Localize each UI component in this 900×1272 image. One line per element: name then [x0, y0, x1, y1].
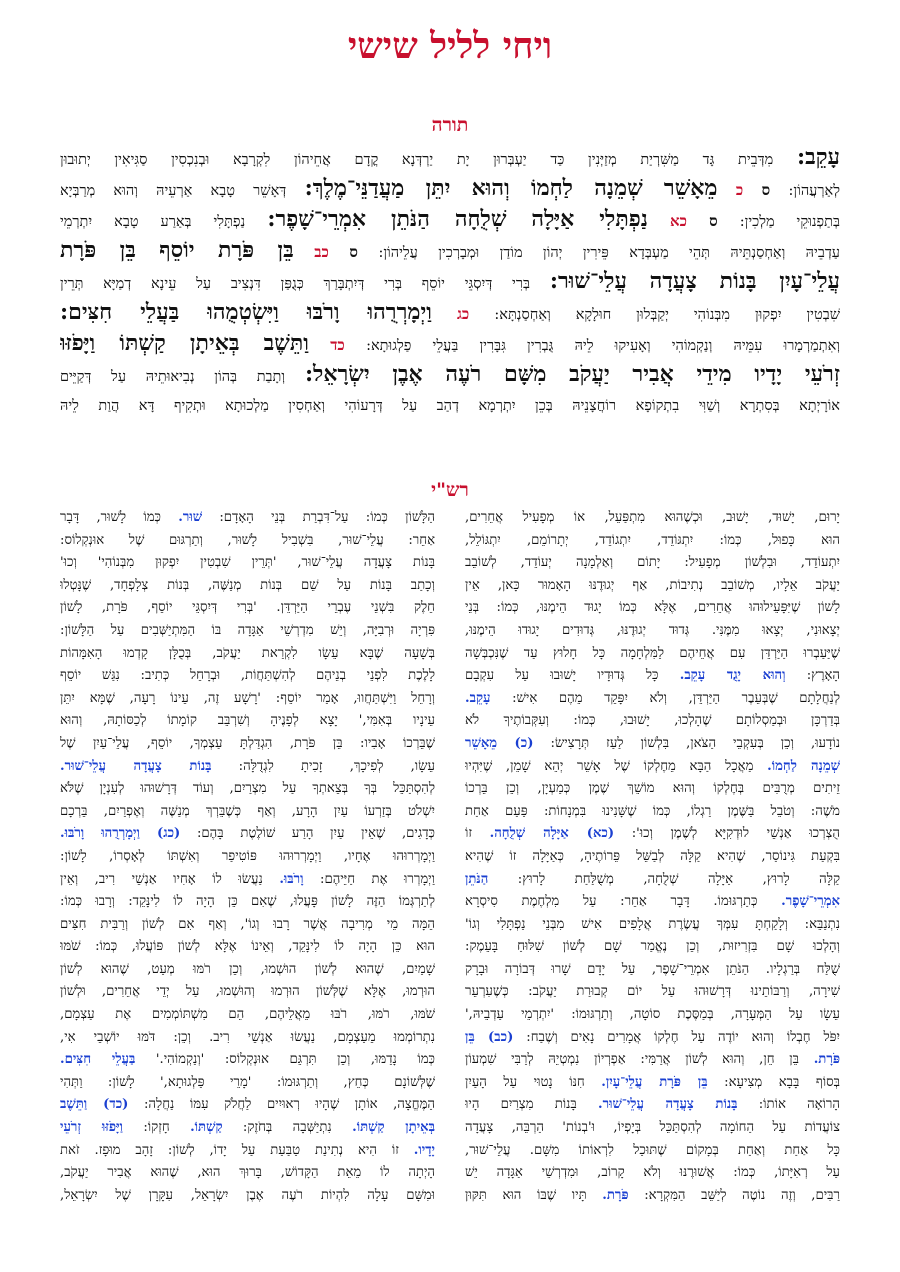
rashi-text: שֶׁלְּשׁוֹנָם כְּחֵץ, וְתַרְגּוּמוֹ: 'מָרֵי פַּלְגוּתָא,' לָשׁוֹן: וַתְּהִי — [60, 1074, 435, 1090]
verse-number: כב — [314, 243, 329, 261]
targum-text: אוֹרָיְתָא בְּסִתְרָא וְשַׁוִּי בִתְקוֹפָא רוֹחֲצָנֵיהּ בְּכֵן יִתְרְמָא דְהַב עַל דְּרָעוֹהִי וְאַחְסִין מַלְכוּתָא וּתְקִיף דָּא הֲוַת לֵיהּ — [60, 398, 840, 414]
rashi-line — [60, 1140, 435, 1163]
dibur-hamatchil: אִמְרֵי־שָׁפֶר. — [781, 894, 840, 910]
rashi-line — [60, 1049, 435, 1072]
rashi-line — [60, 597, 435, 620]
rashi-line — [60, 552, 435, 575]
rashi-line — [465, 914, 840, 937]
rashi-text: צוֹעֲדוֹת עַל הַחוֹמָה לְהִסְתַּכֵּל בְּיָפְיוֹ, וּ'בְנוֹת' הַרְבֵּה, צָעֲדָה — [465, 1120, 840, 1136]
verse-number: כג — [456, 305, 470, 323]
rashi-line — [465, 1140, 840, 1163]
rashi-line — [465, 1027, 840, 1050]
rashi-line — [60, 575, 435, 598]
rashi-text: הַמֶּחֱצָה, אוֹתָן שֶׁהָיוּ רְאוּיִים לַחֲלֹק עִמּוֹ נַחֲלָה: — [128, 1097, 435, 1113]
dibur-hamatchil: שׁוּר. — [178, 510, 203, 525]
rashi-text: נִתְרוֹמְמוּ מֵעַצְמָם, נַעֲשׂוּ אַנְשֵׁי רִיב. וְכֵן: דֹּמּוּ יוֹשְׁבֵי אִי, — [60, 1029, 435, 1045]
rashi-text: עֵשָׂו, לְפִיכָךְ, זָכִיתָ לִגְדֻלָּה: — [211, 758, 435, 774]
rashi-text: לְהִסְתַּכֵּל בְּךָ בְּצֵאתְךָ עַל מִצְרַיִם, וְעוֹד דְּרָשׁוּהוּ לְעִנְיָן שֶׁלֹּא — [60, 781, 435, 797]
rashi-text: פִּרְיָה וּרְבִיָּה, וְיֵשׁ מִדְרְשֵׁי אַגָּדָה בּוֹ הַמִּתְיַשְּׁבִים עַל הַלָּשׁוֹן: — [60, 622, 435, 638]
rashi-text: כְּמוֹ נָדַמּוּ, וְכֵן תִּרְגֵּם אוּנְקְלוֹס: 'וְנַקְמוֹהִי.' — [135, 1052, 435, 1068]
rashi-line — [465, 733, 840, 756]
rashi-text: הֻצְרְכוּ אַנְשֵׁי לוּדְקִיָּא לְשֶׁמֶן וְכוּ': — [614, 826, 840, 842]
rashi-line — [465, 710, 840, 733]
rashi-text: עֵשָׂו עַל הַמְּעָרָה, בְּמַסֶּכֶת סוֹטָה, וְתַרְגּוּמוֹ: 'יִתְרְמֵי עַדְבֵיהּ,' — [465, 1007, 840, 1023]
rashi-text: יְצָאוּנִי, יְצָאוּ מִמֶּנִּי. גְּדוּד יְגוּדֶנּוּ, גְּדוּדִים יָגוּדוּ הֵימֶנּוּ, — [465, 622, 840, 638]
rashi-line — [465, 778, 840, 801]
rashi-text: בִּקְעַת גִּינוֹסַר, שֶׁהִיא קַלָּה לְבַשֵּׁל פֵּרוֹתֶיהָ, כְּאַיָּלָה זוֹ שֶׁהִיא — [465, 848, 840, 864]
dibur-hamatchil: יָדָיו. — [413, 1142, 435, 1158]
rashi-line — [465, 1072, 840, 1095]
rashi-line — [465, 1094, 840, 1117]
rashi-text: וַיְמָרְרוּהוּ אֶחָיו, וַיְמָרְרוּהוּ פּוֹטִיפַר וְאִשְׁתּוֹ לְאָסְרוֹ, לָשׁוֹן: — [60, 848, 435, 864]
verse-number: כ — [735, 181, 744, 199]
page-title: ויחי לליל שישי — [347, 25, 553, 67]
rashi-line — [60, 688, 435, 711]
verse-text: זְרֹעֵי יָדָיו מִידֵי אֲבִיר יַעֲקֹב מִשָּׁם רֹעֶה אֶבֶן יִשְׂרָאֵל: — [304, 361, 840, 387]
rashi-line — [465, 575, 840, 598]
verse-text: עֲלֵי־עָיִן בָּנוֹת צָעֲדָה עֲלֵי־שׁוּר: — [549, 268, 840, 294]
rashi-text: תָּיו שֶׁבּוֹ הוּא תִּקּוּן — [465, 1187, 603, 1203]
torah-line — [60, 204, 840, 235]
dibur-hamatchil: פֹּרָת. — [813, 1052, 840, 1068]
rashi-line — [60, 801, 435, 824]
torah-section-title: תורה — [431, 114, 469, 136]
dibur-hamatchil: (כג) וַיְמָרְרֻהוּ וָרֹבּוּ. — [60, 826, 181, 842]
rashi-text: בֵּן חֵן, וְהוּא לְשׁוֹן אֲרַמִּי: אַפְרְיוֹן נִמְטְיֵהּ לְרַבִּי שִׁמְעוֹן — [465, 1052, 814, 1068]
rashi-text: עֵינָיו בְּאִמִּי,' יָצָא לְפָנֶיהָ וְשִׁרְבֵּב קוֹמָתוֹ לְכַסּוֹתָהּ, וְהוּא — [60, 713, 435, 729]
verse-text: וַתֵּשֶׁב בְּאֵיתָן קַשְׁתּוֹ וַיָּפֹזּוּ — [60, 330, 309, 356]
rashi-text: מַאֲכָל הַבָּא מֵחֶלְקוֹ שֶׁל אָשֵׁר יְהֵא שָׁמֵן, שֶׁיִּהְיוּ — [465, 758, 768, 774]
parasha-marker: ס — [349, 243, 358, 261]
rashi-line — [465, 1117, 840, 1140]
rashi-line — [465, 1185, 840, 1208]
rashi-line — [60, 869, 435, 892]
dibur-hamatchil: (כד) וַתֵּשֶׁב — [60, 1097, 129, 1113]
verse-number: כד — [330, 336, 345, 354]
rashi-line — [465, 756, 840, 779]
dibur-hamatchil: קַשְׁתּוֹ. — [190, 1120, 223, 1136]
rashi-line — [60, 846, 435, 869]
rashi-line — [465, 823, 840, 846]
rashi-line — [60, 959, 435, 982]
targum-text: דְּאָשֵׁר טָבָא אַרְעֵיהּ וְהוּא מְרַבְּיָא — [60, 183, 287, 199]
rashi-text: בְּשָׁעָה שֶׁבָּא עֵשָׂו לִקְרַאת יַעֲקֹב, בְּכֻלָּן קָדְמוּ הָאִמָּהוֹת — [60, 645, 435, 661]
torah-line — [60, 328, 840, 359]
rashi-line — [60, 1004, 435, 1027]
rashi-line — [60, 891, 435, 914]
rashi-line — [60, 1072, 435, 1095]
rashi-line — [60, 1094, 435, 1117]
targum-text: לְאַרְעֲהוֹן: — [788, 183, 840, 199]
rashi-text: שָׁמַיִם, שֶׁהוּא לְשׁוֹן הוּשְׁמוּ, וְכֵן רֹמּוּ מְעַט, שֶׁהוּא לְשׁוֹן — [60, 961, 435, 977]
rashi-text: נַעֲשׂוּ לוֹ אָחִיו אַנְשֵׁי רִיב, וְאֵין — [60, 871, 280, 887]
rashi-text: שִׁירָה, וְרַבּוֹתֵינוּ דְּרָשׁוּהוּ עַל יוֹם קְבוּרַת יַעֲקֹב: כְּשֶׁעִרְעֵר — [465, 984, 840, 1000]
rashi-text: יָרוּם, יָשׁוּד, יָשׁוּב, וּכְשֶׁהוּא מִתְפַּעֵל, אוֹ מְפָעִיל אֲחֵרִים, — [465, 510, 840, 525]
rashi-text: בְּדַרְכָּן וּבְמַסְלוֹתָם שֶׁהָלְכוּ, יָשׁוּבוּ, כְּמוֹ: וְעִקְּבוֹתֶיךָ לֹא — [465, 713, 840, 729]
rashi-line — [465, 981, 840, 1004]
rashi-text: שֶׁיַּעַבְרוּ הַיַּרְדֵּן עִם אֲחֵיהֶם לַמִּלְחָמָה כָּל חָלוּץ עַד שֶׁנִּכְבְּשָׁה — [465, 645, 840, 661]
dibur-hamatchil: (כב) בֵּן — [465, 1029, 514, 1045]
rashi-text: נִתְיַשְּׁבָה בְּחֹזֶק: — [222, 1120, 353, 1136]
rashi-text: נִתְנַבֵּא: וְלָקַחְתָּ עִמְּךָ עֲשֶׂרֶת אֲלָפִים אִישׁ מִבְּנֵי נַפְתָּלִי וְגוֹ' — [465, 916, 840, 932]
rashi-line — [60, 620, 435, 643]
rashi-line — [465, 552, 840, 575]
verse-text: נַפְתָּלִי אַיָּלָה שְׁלֻחָה הַנֹּתֵן אִמְרֵי־שָׁפֶר: — [267, 206, 648, 232]
rashi-text: כָּל גְּדוּדָיו יָשׁוּבוּ עַל עִקְבָם — [465, 668, 680, 684]
rashi-text: לָלֶכֶת לִפְנֵי בְנֵיהֶם לְהִשְׁתַּחֲוֹת, וּבְרָחֵל כְּתִיב: נִגַּשׁ יוֹסֵף — [60, 668, 435, 684]
rashi-line — [60, 823, 435, 846]
rashi-text: יַעֲקֹב אֵלָיו, מְשׁוֹבֵב נְתִיבוֹת, אַף יְגוּדֶנּוּ הָאָמוּר כָּאן, אֵין — [465, 577, 840, 593]
rashi-text: זֵיתִים מְרֻבִּים בְּחֶלְקוֹ וְהוּא מוֹשֵׁךְ שֶׁמֶן כְּמַעְיָן, וְכֵן בֵּרְכוֹ — [465, 781, 840, 797]
rashi-text: יִשְׁלֹט בְּזַרְעוֹ עַיִן הָרָע, וְאַף כְּשֶׁבֵּרְךְ מְנַשֶּׁה וְאֶפְרַיִם, בֵּרְכָם — [60, 803, 435, 819]
rashi-line — [465, 1162, 840, 1185]
dibur-hamatchil: פֹּרָת. — [602, 1187, 629, 1203]
rashi-line — [60, 710, 435, 733]
torah-line — [60, 266, 840, 297]
rashi-text: הָאָרֶץ: — [785, 668, 840, 684]
rashi-line — [465, 620, 840, 643]
targum-text: בְּתַפְנוּקֵי מַלְכִין: — [739, 214, 840, 230]
rashi-line — [465, 507, 840, 530]
rashi-text: כְּתַרְגּוּמוֹ. דָּבָר אַחֵר: עַל מִלְחֶמֶת סִיסְרָא — [465, 894, 782, 910]
verse-text: מֵאָשֵׁר שְׁמֵנָה לַחְמוֹ וְהוּא יִתֵּן מַעֲדַנֵּי־מֶלֶךְ: — [304, 175, 718, 201]
rashi-line — [60, 936, 435, 959]
torah-line — [60, 359, 840, 390]
rashi-text: בָּנוֹת מִצְרַיִם הָיוּ — [465, 1097, 598, 1113]
rashi-text: וְרָחֵל וַיִּשְׁתַּחֲווּ, אָמַר יוֹסֵף: 'רָשָׁע זֶה, עֵינוֹ רָעָה, שֶׁמָּא יִתֵּן — [60, 690, 435, 706]
rashi-text: כָּל אַחַת וְאַחַת בְּמָקוֹם שֶׁתּוּכַל לִרְאוֹתוֹ מִשָּׁם. עֲלֵי־שׁוּר, — [465, 1142, 840, 1158]
rashi-line — [465, 643, 840, 666]
torah-line — [60, 173, 840, 204]
rashi-text: אַחֵר: עֲלֵי־שׁוּר, בִּשְׁבִיל לָשׁוּר, וְתַרְגּוּם שֶׁל אוּנְקְלוֹס: — [60, 532, 435, 548]
rashi-line — [465, 665, 840, 688]
dibur-hamatchil: שְׁמֵנָה לַחְמוֹ. — [767, 758, 840, 774]
rashi-line — [465, 959, 840, 982]
rashi-text: בָּנוֹת צָעֲדָה עֲלֵי־שׁוּר, 'תְּרֵין שִׁבְטִין יִפְקוּן מִבְּנוֹהִי' וְכוּ' — [60, 555, 435, 571]
rashi-line — [465, 1049, 840, 1072]
rashi-text: הוּא כֵּן הָיָה לוֹ לִינָּקֵד, וְאֵינוֹ אֶלָּא לְשׁוֹן פּוֹעֲלוּ, כְּמוֹ: שֹׁמּוּ — [60, 939, 435, 955]
targum-text: וְתָבַת בְּהוֹן נְבִיאוּתֵיהּ עַל דְּקַיֵּים — [60, 369, 286, 385]
rashi-line — [465, 936, 840, 959]
dibur-hamatchil: עָקֵב. — [465, 690, 491, 706]
rashi-line — [465, 801, 840, 824]
dibur-hamatchil: בָּנוֹת צָעֲדָה עֲלֵי־שׁוּר. — [598, 1097, 738, 1113]
torah-line — [60, 142, 840, 173]
rashi-text: לְתַרְגְּמוֹ הַזֶּה לָשׁוֹן פָּעֲלוּ, שֶׁאִם כֵּן הָיָה לוֹ לִינָּקֵד: וְרָבוּ כְּמוֹ: — [60, 894, 435, 910]
rashi-text: שֻׁלַּח בְּרַגְלָיו. הַנֹּתֵן אִמְרֵי־שָׁפֶר, עַל יָדָם שָׁרוּ דְּבוֹרָה וּבָרָק — [465, 961, 840, 977]
rashi-line — [60, 778, 435, 801]
rashi-text: לָשׁוֹן שֶׁיִּפָּעֵילוּהוּ אֲחֵרִים, אֶלָּא כְּמוֹ יָגוּד הֵימֶנּוּ, כְּמוֹ: בְּנֵי — [465, 600, 840, 616]
rashi-text: יִתְעוֹדֵד, וּבִלְשׁוֹן מְפָעִיל: יָתוֹם וְאַלְמָנָה יְעוֹדֵד, לְשׁוֹבֵב — [465, 555, 840, 571]
rashi-line — [465, 530, 840, 553]
rashi-text: וְכָתַב בָּנוֹת עַל שֵׁם בְּנוֹת מְנַשֶּׁה, בְּנוֹת צְלָפְחָד, שֶׁנָּטְלוּ — [60, 577, 435, 593]
rashi-line — [60, 530, 435, 553]
targum-text: עַדְבֵיהּ וְאַחְסַנְתֵּיהּ תְּהֵי מַעְבְּדָא פֵּירִין יְהוֹן מוֹדַן וּמְבָרְכִין עֲלֵיהוֹן: — [378, 245, 840, 261]
rashi-text: כְּדָגִים, שֶׁאֵין עַיִן הָרַע שׁוֹלֶטֶת בָּהֶם: — [180, 826, 435, 842]
rashi-line — [465, 891, 840, 914]
rashi-text: וּמִשָּׁם עָלָה לִהְיוֹת רֹעֶה אֶבֶן יִשְׂרָאֵל, עִקָּרָן שֶׁל יִשְׂרָאֵל, — [60, 1187, 435, 1203]
rashi-text: עַל רְאִיָּתוֹ, כְּמוֹ: אֲשׁוּרֶנּוּ וְלֹא קָרוֹב, וּמִדְרְשֵׁי אַגָּדָה יֵשׁ — [465, 1165, 840, 1181]
rashi-line — [465, 597, 840, 620]
dibur-hamatchil: (כא) אַיָּלָה שְׁלֻחָה. — [489, 826, 615, 842]
rashi-text: לְנַחֲלָתָם שֶׁבְּעֵבֶר הַיַּרְדֵּן, וְלֹא יִפָּקֵד מֵהֶם אִישׁ: — [490, 690, 840, 706]
rashi-text: קַלָּה לָרוּץ, אַיָּלָה שְׁלֻחָה, מְשֻׁלַּחַת לָרוּץ: — [488, 871, 840, 887]
rashi-line — [60, 756, 435, 779]
rashi-line — [465, 869, 840, 892]
rashi-line — [60, 733, 435, 756]
dibur-hamatchil: (כ) מֵאָשֵׁר — [465, 735, 534, 751]
rashi-line — [60, 665, 435, 688]
rashi-text: כְּמוֹ לָשׁוּר, דָּבָר — [60, 510, 179, 525]
dibur-hamatchil: בֵּן פֹּרָת עֲלֵי־עָיִן. — [601, 1074, 708, 1090]
rashi-line — [60, 1162, 435, 1185]
torah-text — [60, 142, 840, 421]
rashi-text: הוּרְמוּ, אֶלָּא שֶׁלְּשׁוֹן הוּרְמוּ וְהוּשְׁמוּ, עַל יְדֵי אֲחֵרִים, וּלְשׁוֹן — [60, 984, 435, 1000]
rashi-text: שֹׁמּוּ, רֹמּוּ, רֹבּוּ מֵאֲלֵיהֶם, הֵם מִשְׁתּוֹמְמִים אֶת עַצְמָם, — [60, 1007, 435, 1023]
verse-text: בֵּן פֹּרָת יוֹסֵף בֵּן פֹּרָת — [60, 237, 294, 263]
parasha-marker: ס — [709, 212, 718, 230]
rashi-text: זוֹ הִיא נְתִינַת טַבַּעַת עַל יָדוֹ, לְשׁוֹן: זָהָב מוּפָז. זֹאת — [60, 1142, 414, 1158]
rashi-line — [60, 914, 435, 937]
rashi-text: הָרוֹאָה אוֹתוֹ: — [737, 1097, 840, 1113]
torah-line — [60, 297, 840, 328]
torah-line — [60, 390, 840, 421]
parasha-marker: ס — [761, 181, 771, 199]
page — [60, 0, 840, 1272]
rashi-column-right — [465, 507, 840, 1267]
dibur-hamatchil: בָּנוֹת צָעֲדָה עֲלֵי־שׁוּר. — [60, 758, 212, 774]
rashi-text: וְהָלְכוּ שָׁם בִּזְרִיזוּת, וְכֵן נֶאֱמַר שָׁם לְשׁוֹן שִׁלּוּחַ בָּעֵמֶק: — [465, 939, 840, 955]
rashi-line — [465, 1004, 840, 1027]
rashi-section-title: רש"י — [431, 479, 469, 501]
rashi-text: הֵמָּה מֵי מְרִיבָה אֲשֶׁר רָבוּ וְגוֹ', וְאַף אִם לְשׁוֹן וְרַבִּית חִצִּים — [60, 916, 435, 932]
rashi-text: חֵלֶק בִּשְׁנֵי עֶבְרֵי הַיַּרְדֵּן. 'בְּרִי דְּיִסְגֵּי יוֹסֵף, פֹּרָת, לָשׁוֹן — [60, 600, 435, 616]
dibur-hamatchil: הַנֹּתֵן — [465, 871, 489, 887]
targum-text: נַפְתָּלִי בְּאַרַע טָבָא יִתְרְמֵי — [60, 214, 246, 230]
verse-text: וַיְמָרְרֻהוּ וָרֹבּוּ וַיִּשְׂטְמֻהוּ בַּעֲלֵי חִצִּים: — [60, 299, 432, 325]
rashi-line — [60, 1117, 435, 1140]
rashi-line — [60, 981, 435, 1004]
targum-text: בְּרִי דְּיִסְגֵּי יוֹסֵף בְּרִי דְּיִתְבָּרַךְ כְּגֻפַּן דִּנְצִיב עַל עֵינָא דְמַיָּא תְּרֵין — [60, 276, 530, 292]
verse-number: כא — [669, 212, 687, 230]
rashi-text: הַלָּשׁוֹן כְּמוֹ: עַל־דִּבְרַת בְּנֵי הָאָדָם: — [202, 510, 435, 525]
rashi-line — [60, 507, 435, 530]
rashi-text: רַבִּים, וְזֶה נוֹטֶה לְיַשֵּׁב הַמִּקְרָא: — [628, 1187, 840, 1203]
dibur-hamatchil: וְהוּא יָגֻד עָקֵב. — [679, 668, 786, 684]
rashi-line — [60, 1027, 435, 1050]
targum-text: וְאִתְמַרְמָרוּ עִמֵּיהּ וְנַקְמוֹהִי וְאָעִיקוּ לֵיהּ גֻּבְרִין גִּבָּרִין בַּעֲלֵי פַלְגוּתָא: — [366, 338, 840, 354]
rashi-column-left — [60, 507, 435, 1267]
rashi-text: בְּסוֹף בָּבָא מְצִיעָא: — [707, 1074, 840, 1090]
rashi-line — [60, 1185, 435, 1208]
rashi-text: מֹשֶׁה: וְטֹבֵל בַּשֶּׁמֶן רַגְלוֹ, כְּמוֹ שֶׁשָּׁנִינוּ בִּמְנָחוֹת: פַּעַם אַחַת — [465, 803, 840, 819]
targum-text: מִדְּבֵית גָּד מַשִּׁרְיַת מְזַיְּנִין כַּד יַעְבְּרוּן יָת יַרְדְּנָא קֳדָם אֲחֵיהוֹן לִקְרָבָא וּבְנִכְסִין סַגִּיאִין יְתוּבוּן — [60, 152, 774, 168]
rashi-text: זוֹ — [465, 826, 490, 842]
rashi-text: הָיְתָה לוֹ מֵאֵת הַקָּדוֹשׁ, בָּרוּךְ הוּא, שֶׁהוּא אֲבִיר יַעֲקֹב, — [60, 1165, 435, 1181]
rashi-text: יִפֹּל חֶבְלוֹ וְהוּא יוֹדֶה עַל חֶלְקוֹ אֲמָרִים נָאִים וְשֶׁבַח: — [513, 1029, 840, 1045]
rashi-line — [465, 846, 840, 869]
dibur-hamatchil: בַּעֲלֵי חִצִּים. — [60, 1052, 136, 1068]
rashi-text: נוֹדָעוּ, וְכֵן בְּעִקְבֵי הַצֹּאן, בִּלְשׁוֹן לַעַז תְּרָצִישׂ: — [533, 735, 840, 751]
rashi-line — [60, 643, 435, 666]
torah-line — [60, 235, 840, 266]
rashi-text: הוּא כָּפוּל, כְּמוֹ: יִתְגּוֹדֵד, יִתְגוֹדֵד, יְתָרוֹמֵם, יִתְגּוֹלֵל, — [465, 532, 840, 548]
rashi-line — [465, 688, 840, 711]
rashi-text: חָזְקוֹ: — [122, 1120, 191, 1136]
rashi-text: וַיְמָרְרוּ אֶת חַיֵּיהֶם: — [303, 871, 435, 887]
rashi-text: חִנּוֹ נָטוּי עַל הָעַיִן — [465, 1074, 602, 1090]
targum-text: שִׁבְטִין יִפְקוּן מִבְּנוֹהִי יְקַבְּלוּן חוּלָקָא וְאַחְסַנְתָּא: — [494, 307, 840, 323]
dibur-hamatchil: וָרֹבּוּ. — [279, 871, 304, 887]
rashi-text: שֶׁבֵּרְכוֹ אָבִיו: בֵּן פֹּרָת, הִגְדַּלְתָּ עַצְמְךָ, יוֹסֵף, עֲלֵי־עַיִן שֶׁל — [60, 735, 435, 751]
verse-text: עָקֵב: — [797, 144, 840, 170]
dibur-hamatchil: וַיָּפֹזּוּ זְרֹעֵי — [60, 1120, 123, 1136]
dibur-hamatchil: בְּאֵיתָן קַשְׁתּוֹ. — [352, 1120, 435, 1136]
